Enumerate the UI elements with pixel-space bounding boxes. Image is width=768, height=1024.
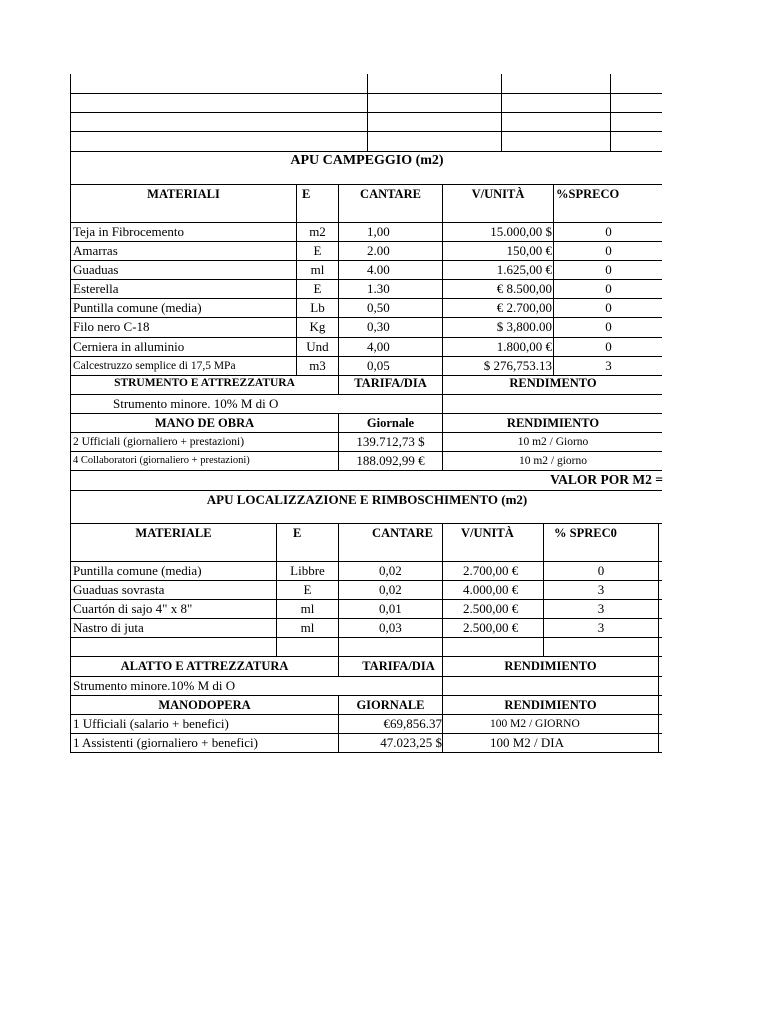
- material-unit: ml: [296, 261, 338, 279]
- material-waste: 0: [553, 318, 663, 337]
- material-row: [70, 298, 662, 317]
- header-waste: % SPREC0: [543, 524, 658, 561]
- section2-labor-row: [70, 733, 662, 753]
- labor-name: 1 Assistenti (giornaliero + benefici): [73, 735, 258, 750]
- section2-tools-header-row: [70, 656, 662, 676]
- section1-labor-row: [70, 432, 662, 451]
- material-name: Cuartón di sajo 4" x 8": [73, 601, 193, 616]
- section2-title: APU LOCALIZZAZIONE E RIMBOSCHIMENTO (m2): [206, 492, 528, 507]
- material-name: Guaduas sovrasta: [73, 582, 165, 597]
- material-qty: 0,03: [338, 619, 442, 637]
- material-row: [70, 356, 662, 375]
- material-unit: m3: [296, 357, 338, 375]
- material-qty: 0,05: [338, 357, 442, 375]
- material-row: [70, 222, 662, 241]
- section1-header-row: [70, 184, 662, 222]
- labor-yield: 10 m2 / giorno: [442, 452, 663, 470]
- labor-header-yield: RENDIMIENTO: [442, 414, 663, 432]
- material-unit: ml: [276, 619, 338, 637]
- labor-yield: 10 m2 / Giorno: [442, 433, 663, 451]
- material-unit: Kg: [296, 318, 338, 337]
- labor-rate: €69,856.37: [338, 715, 442, 733]
- material-name: Nastro di juta: [73, 620, 144, 635]
- labor-name: 2 Ufficiali (giornaliero + prestazioni): [73, 436, 245, 448]
- material-qty: 4,00: [338, 338, 442, 356]
- material-qty: 0,01: [338, 600, 442, 618]
- material-row: [70, 580, 662, 599]
- material-price: 2.500,00 €: [442, 600, 543, 618]
- material-waste: 3: [543, 581, 658, 599]
- material-waste: 0: [553, 299, 663, 317]
- header-qty: CANTARE: [338, 185, 442, 222]
- empty-row: [70, 131, 662, 151]
- material-name: Puntilla comune (media): [73, 563, 202, 578]
- material-unit: E: [296, 242, 338, 260]
- empty-row: [70, 637, 662, 656]
- material-unit: m2: [296, 223, 338, 241]
- material-unit: Lb: [296, 299, 338, 317]
- material-price: 1.800,00 €: [442, 338, 553, 356]
- header-price: V/UNITÀ: [442, 524, 543, 561]
- material-row: [70, 260, 662, 279]
- material-unit: ml: [276, 600, 338, 618]
- material-name: Amarras: [73, 243, 118, 258]
- section1-labor-header-row: [70, 413, 662, 432]
- section1-labor-row: [70, 451, 662, 470]
- material-price: $ 3,800.00: [442, 318, 553, 337]
- material-price: 2.500,00 €: [442, 619, 543, 637]
- material-qty: 2.00: [338, 242, 442, 260]
- spreadsheet: [70, 74, 662, 753]
- header-unit: E: [296, 185, 338, 222]
- labor-header-yield: RENDIMIENTO: [442, 696, 658, 714]
- material-qty: 0,02: [338, 581, 442, 599]
- empty-row: [70, 93, 662, 112]
- labor-header-name: MANODOPERA: [158, 698, 251, 712]
- material-qty: 0,30: [338, 318, 442, 337]
- material-name: Puntilla comune (media): [73, 300, 202, 315]
- material-name: Esterella: [73, 281, 119, 296]
- header-price: V/UNITÀ: [442, 185, 553, 222]
- material-unit: Libbre: [276, 562, 338, 580]
- section2-title-row: [70, 490, 662, 523]
- material-qty: 1.30: [338, 280, 442, 298]
- material-unit: Und: [296, 338, 338, 356]
- material-price: € 2.700,00: [442, 299, 553, 317]
- material-unit: E: [276, 581, 338, 599]
- tool-name: Strumento minore. 10% M di O: [113, 396, 279, 411]
- material-waste: 0: [553, 338, 663, 356]
- labor-rate: 139.712,73 $: [338, 433, 442, 451]
- material-row: [70, 599, 662, 618]
- material-waste: 0: [553, 223, 663, 241]
- material-row: [70, 618, 662, 637]
- section1-tools-header-row: [70, 375, 662, 394]
- material-price: 4.000,00 €: [442, 581, 543, 599]
- labor-header-rate: GIORNALE: [338, 696, 442, 714]
- section1-tools-row: [70, 394, 662, 413]
- material-row: [70, 561, 662, 580]
- empty-row: [70, 74, 662, 93]
- material-name: Teja in Fibrocemento: [73, 224, 185, 239]
- material-waste: 0: [553, 242, 663, 260]
- material-row: [70, 241, 662, 260]
- labor-name: 4 Collaboratori (giornaliero + prestazioni): [73, 455, 250, 466]
- material-price: 2.700,00 €: [442, 562, 543, 580]
- material-waste: 0: [543, 562, 658, 580]
- material-waste: 3: [543, 619, 658, 637]
- labor-yield: 100 M2 / DIA: [442, 734, 658, 752]
- tools-header-rate: TARIFA/DIA: [338, 657, 442, 676]
- tools-header-name: STRUMENTO E ATTREZZATURA: [114, 377, 295, 389]
- section2-labor-row: [70, 714, 662, 733]
- material-waste: 0: [553, 280, 663, 298]
- material-price: 1.625,00 €: [442, 261, 553, 279]
- labor-yield: 100 M2 / GIORNO: [442, 715, 658, 733]
- material-row: [70, 337, 662, 356]
- labor-header-rate: Giornale: [338, 414, 442, 432]
- material-price: 150,00 €: [442, 242, 553, 260]
- material-qty: 1,00: [338, 223, 442, 241]
- material-name: Cerniera in alluminio: [73, 339, 185, 354]
- section1-total-row: [70, 470, 662, 490]
- material-qty: 0,02: [338, 562, 442, 580]
- header-waste: %SPRECO: [553, 185, 663, 222]
- material-row: [70, 279, 662, 298]
- material-unit: E: [296, 280, 338, 298]
- header-materiali: MATERIALI: [147, 187, 220, 201]
- material-name: Calcestruzzo semplice di 17,5 MPa: [73, 360, 236, 372]
- labor-rate: 47.023,25 $: [338, 734, 442, 752]
- material-qty: 4.00: [338, 261, 442, 279]
- labor-name: 1 Ufficiali (salario + benefici): [73, 716, 229, 731]
- total-label: VALOR POR M2 =: [550, 472, 663, 487]
- section1-title-row: [70, 151, 662, 184]
- material-name: Guaduas: [73, 262, 119, 277]
- labor-rate: 188.092,99 €: [338, 452, 442, 470]
- header-materiale: MATERIALE: [135, 526, 212, 540]
- material-price: $ 276,753.13: [442, 357, 553, 375]
- labor-header-name: MANO DE OBRA: [154, 416, 255, 430]
- empty-row: [70, 112, 662, 131]
- material-name: Filo nero C-18: [73, 319, 150, 334]
- tool-name: Strumento minore.10% M di O: [73, 678, 236, 693]
- material-waste: 3: [543, 600, 658, 618]
- material-waste: 3: [553, 357, 663, 375]
- section2-tools-row: [70, 676, 662, 695]
- section2-header-row: [70, 523, 662, 561]
- header-qty: CANTARE: [338, 524, 442, 561]
- section1-title: APU CAMPEGGIO (m2): [290, 153, 444, 168]
- material-price: € 8.500,00: [442, 280, 553, 298]
- section2-labor-header-row: [70, 695, 662, 714]
- material-qty: 0,50: [338, 299, 442, 317]
- material-row: [70, 317, 662, 337]
- header-unit: E: [276, 524, 338, 561]
- tools-header-rate: TARIFA/DIA: [338, 376, 442, 394]
- material-price: 15.000,00 $: [442, 223, 553, 241]
- tools-header-name: ALATTO E ATTREZZATURA: [120, 659, 289, 673]
- tools-header-yield: RENDIMIENTO: [442, 657, 658, 676]
- tools-header-yield: RENDIMENTO: [442, 376, 663, 394]
- material-waste: 0: [553, 261, 663, 279]
